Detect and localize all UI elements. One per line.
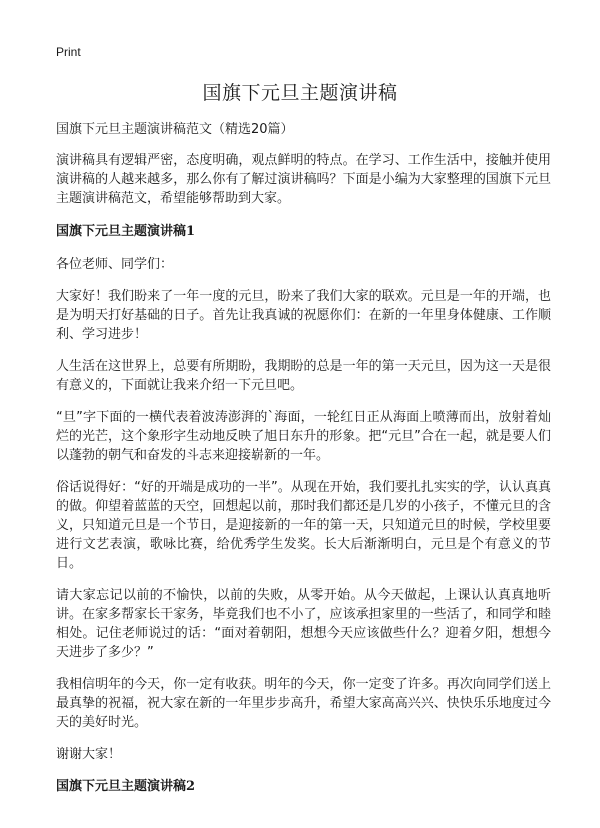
body-paragraph: “旦”字下面的一横代表着波涛澎湃的`海面，一轮红日正从海面上喷薄而出，放射着灿烂的光芒，这个象形字生动地反映了旭日东升的形象。把“元旦”合在一起，就是要人们以蓬勃的朝气和奋发的斗志来迎接崭新的一年。 xyxy=(56,410,551,463)
section-heading: 国旗下元旦主题演讲稿2 xyxy=(56,779,196,794)
closing-paragraph: 谢谢大家！ xyxy=(56,747,122,762)
document-title: 国旗下元旦主题演讲稿 xyxy=(202,82,398,104)
document-body xyxy=(56,120,551,810)
intro-paragraph: 演讲稿具有逻辑严密，态度明确，观点鲜明的特点。在学习、工作生活中，接触并使用演讲稿的人越来越多，那么你有了解过演讲稿吗？下面是小编为大家整理的国旗下元旦主题演讲稿范文，希望能够帮助到大家。 xyxy=(56,153,551,206)
body-paragraph: 俗话说得好：“好的开端是成功的一半”。从现在开始，我们要扎扎实实的学，认认真真的做。仰望着蓝蓝的天空，回想起以前，那时我们都还是几岁的小孩子，不懂元旦的含义，只知道元旦是一个节日，是迎接新的一年的第一天，只知道元旦的时候，学校里要进行文艺表演，歌咏比赛，给优秀学生发奖。长大后渐渐明白，元旦是个有意义的节日。 xyxy=(56,480,551,571)
document-subtitle: 国旗下元旦主题演讲稿范文（精选20篇） xyxy=(56,122,294,137)
body-paragraph: 人生活在这世界上，总要有所期盼，我期盼的总是一年的第一天元旦，因为这一天是很有意义的，下面就让我来介绍一下元旦吧。 xyxy=(56,359,551,393)
body-paragraph: 大家好！我们盼来了一年一度的元旦，盼来了我们大家的联欢。元旦是一年的开端，也是为明天打好基础的日子。首先让我真诚的祝愿你们：在新的一年里身体健康、工作顺利、学习进步！ xyxy=(56,289,551,342)
print-link[interactable]: Print xyxy=(56,45,81,59)
body-paragraph: 请大家忘记以前的不愉快，以前的失败，从零开始。从今天做起，上课认认真真地听讲。在家多帮家长干家务，毕竟我们也不小了，应该承担家里的一些活了，和同学和睦相处。记住老师说过的话：“面对着朝阳，想想今天应该做些什么？迎着夕阳，想想今天进步了多少？” xyxy=(56,588,551,660)
section-heading: 国旗下元旦主题演讲稿1 xyxy=(56,224,196,239)
greeting-paragraph: 各位老师、同学们： xyxy=(56,257,174,272)
body-paragraph: 我相信明年的今天，你一定有收获。明年的今天，你一定变了许多。再次向同学们送上最真挚的祝福，祝大家在新的一年里步步高升，希望大家高高兴兴、快快乐乐地度过今天的美好时光。 xyxy=(56,677,551,730)
